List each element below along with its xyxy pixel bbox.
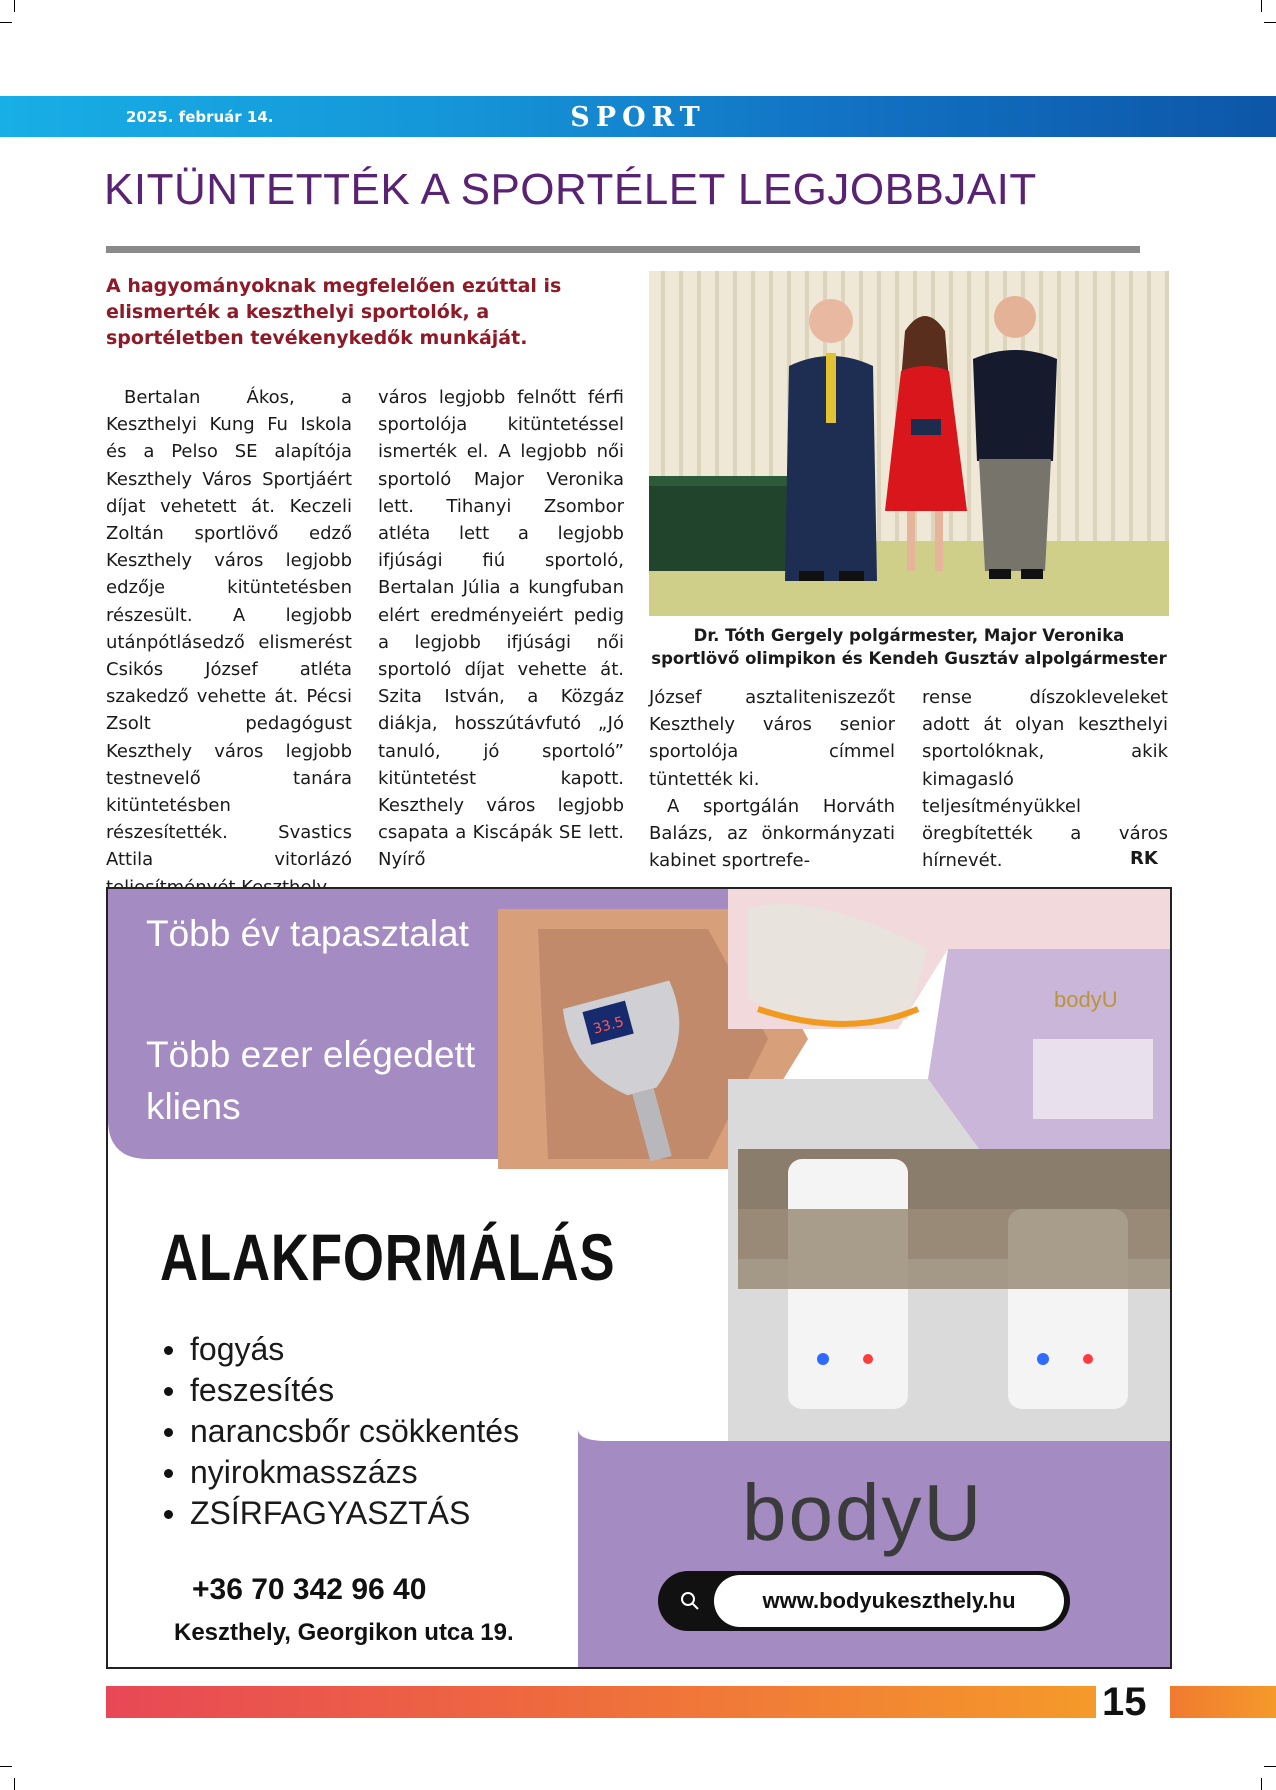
article-paragraph: A sportgálán Horváth Balázs, az önkormányzati kabinet sportrefe- (649, 795, 895, 872)
ad-service-item: ZSÍRFAGYASZTÁS (160, 1493, 519, 1534)
footer-bar (106, 1686, 1096, 1718)
ad-main-heading: ALAKFORMÁLÁS (160, 1220, 616, 1294)
ad-website-searchbar[interactable] (658, 1571, 1070, 1631)
title-divider (106, 246, 1140, 253)
header-date: 2025. február 14. (126, 108, 274, 126)
article-photo (649, 271, 1169, 616)
article-paragraph: rense díszokleveleket adott át olyan keszthelyi sportolóknak, akik kimagasló teljesítményükkel öregbítették a város hírnevét. (922, 687, 1168, 872)
byline: RK (1130, 848, 1158, 869)
section-title: SPORT (570, 102, 706, 133)
page-number: 15 (1102, 1680, 1147, 1724)
ad-address: Keszthely, Georgikon utca 19. (174, 1619, 514, 1646)
article-paragraph: Bertalan Ákos, a Keszthelyi Kung Fu Iskola és a Pelso SE alapítója Keszthely Város Sportjáért díjat vehetett át. Keczeli Zoltán sportlövő edző Keszthely város legjobb edzője kitüntetésben részesült. A legjobb utánpótlásedző elismerést Csikós József atléta szakedző vehette át. Pécsi Zsolt pedagógust Keszthely város legjobb testnevelő tanára kitüntetésben részesítették. Svastics Attila vitorlázó (106, 387, 352, 871)
crop-mark (1261, 1778, 1262, 1790)
award-ceremony-illustration (649, 271, 1169, 616)
crop-mark (0, 22, 12, 23)
ad-service-item: feszesítés (160, 1370, 519, 1411)
crop-mark (1261, 0, 1262, 12)
crop-mark (1264, 22, 1276, 23)
article-column-1 (106, 384, 352, 901)
ad-service-item: nyirokmasszázs (160, 1452, 519, 1493)
crop-mark (1264, 1766, 1276, 1767)
ad-headline-clients: Több ezer elégedett kliens (146, 1034, 476, 1127)
crop-mark (0, 1766, 12, 1767)
crop-mark (14, 1778, 15, 1790)
ad-service-list (160, 1329, 519, 1534)
article-lead: A hagyományoknak megfelelően ezúttal is elismerték a keszthelyi sportolók, a sportéletben tevékenykedők munkáját. (106, 275, 562, 349)
article-paragraph: József asztaliteniszezőt Keszthely város senior sportolója címmel tüntették ki. (649, 687, 895, 790)
ad-headline-experience: Több év tapasztalat (146, 913, 469, 954)
device-display: 33.5 (591, 1014, 626, 1038)
article-column-3 (649, 684, 895, 874)
article-title: KITÜNTETTÉK A SPORTÉLET LEGJOBBJAIT (104, 165, 1037, 214)
article-paragraph: város legjobb felnőtt férfi sportolója kitüntetéssel ismerték el. A legjobb női sportoló Major Veronika lett. Tihanyi Zsombor atléta lett a legjobb ifjúsági fiú sportoló, Bertalan Júlia a kungfuban elért eredményeiért pedig a legjobb ifjúsági női sportoló díjat vehette át. Szita István, a Közgáz diákja, hosszútávfutó „Jó tanuló, jó sportoló” kitüntetést kapott. Keszthely város legjobb csapata a Kiscápák SE lett. Nyírő (378, 387, 624, 871)
wall-logo: bodyU (1054, 987, 1118, 1012)
ad-phone[interactable]: +36 70 342 96 40 (192, 1573, 427, 1606)
advertisement (106, 887, 1172, 1669)
ad-service-item: fogyás (160, 1329, 519, 1370)
article-column-2 (378, 384, 624, 874)
footer-bar-right (1170, 1686, 1276, 1718)
article-column-4 (922, 684, 1168, 874)
search-icon (676, 1587, 704, 1615)
bodyu-logo: bodyU (742, 1468, 984, 1557)
photo-caption: Dr. Tóth Gergely polgármester, Major Veronika sportlövő olimpikon és Kendeh Gusztáv alpolgármester (651, 626, 1167, 668)
ad-website-link[interactable]: www.bodyukeszthely.hu (714, 1575, 1064, 1627)
ad-service-item: narancsbőr csökkentés (160, 1411, 519, 1452)
crop-mark (14, 0, 15, 12)
